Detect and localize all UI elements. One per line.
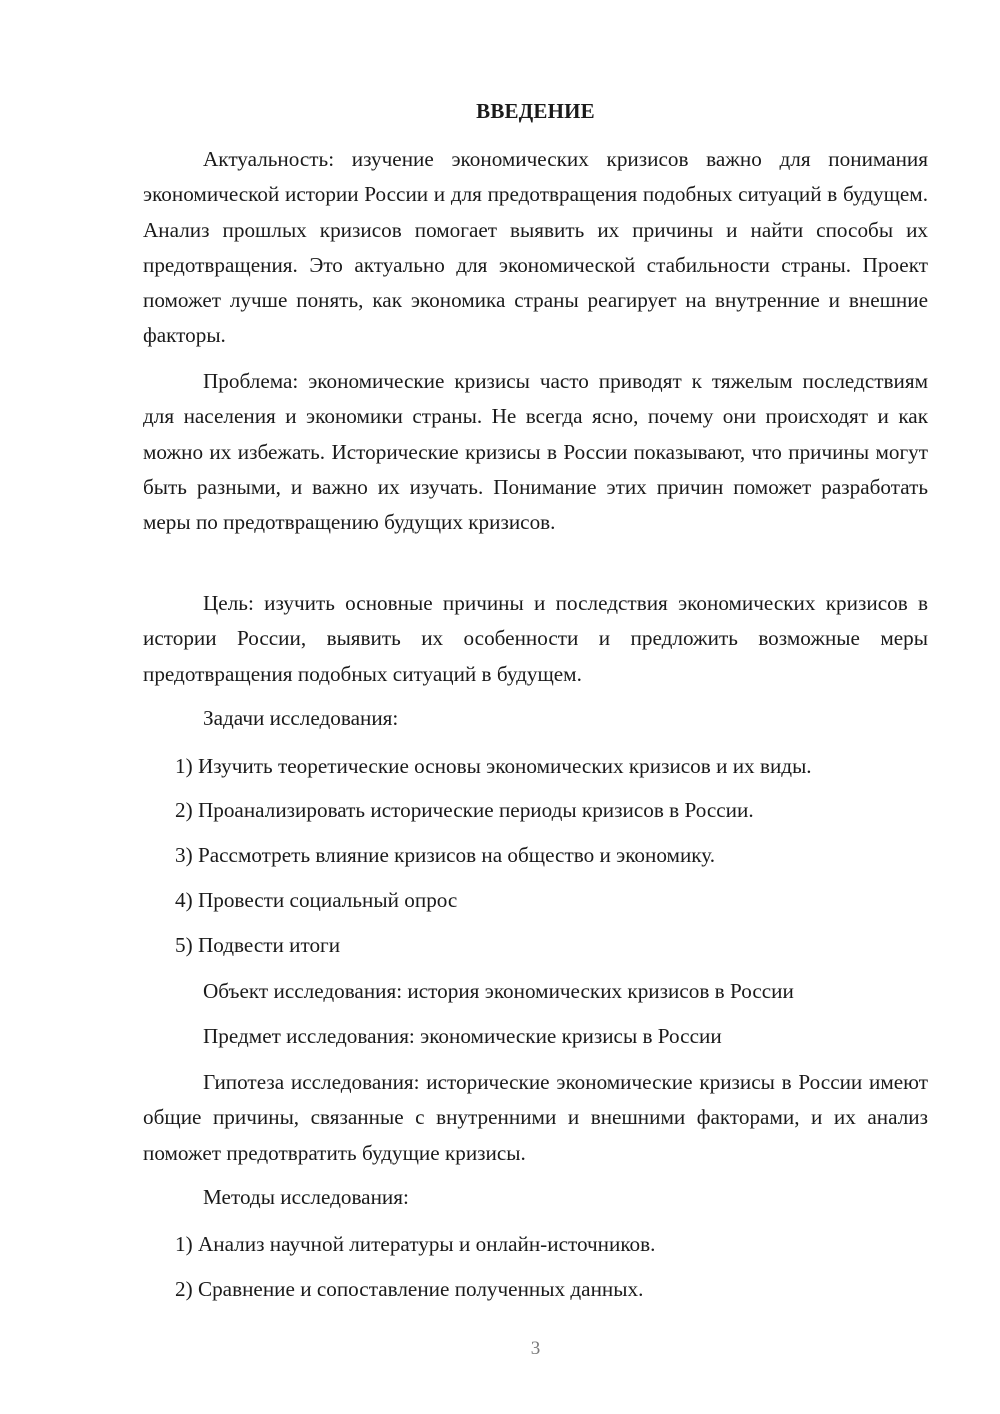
paragraph-problem: Проблема: экономические кризисы часто приводят к тяжелым последствиям для населения и экономики страны. Не всегда ясно, почему они происходят и как можно их избежать. Исторические кризисы в России показывают, что причины могут быть разными, и важно их изучать. Понимание этих причин поможет разработать меры по предотвращению будущих кризисов. [143, 369, 928, 535]
method-item-1: 1) Анализ научной литературы и онлайн-источников. [175, 1232, 656, 1256]
paragraph-relevance: Актуальность: изучение экономических кризисов важно для понимания экономической истории России и для предотвращения подобных ситуаций в будущем. Анализ прошлых кризисов помогает выявить их причины и найти способы их предотвращения. Это актуально для экономической стабильности страны. Проект поможет лучше понять, как экономика страны реагирует на внутренние и внешние факторы. [143, 147, 928, 348]
research-subject: Предмет исследования: экономические кризисы в России [203, 1024, 722, 1048]
paragraph-goal: Цель: изучить основные причины и последствия экономических кризисов в истории России, выявить их особенности и предложить возможные меры предотвращения подобных ситуаций в будущем. [143, 591, 928, 686]
task-item-4: 4) Провести социальный опрос [175, 888, 458, 912]
page-number: 3 [530, 1338, 541, 1359]
method-item-2: 2) Сравнение и сопоставление полученных данных. [175, 1277, 644, 1301]
methods-label: Методы исследования: [203, 1185, 409, 1209]
task-item-5: 5) Подвести итоги [175, 933, 341, 957]
task-item-3: 3) Рассмотреть влияние кризисов на общество и экономику. [175, 843, 716, 867]
task-item-2: 2) Проанализировать исторические периоды кризисов в России. [175, 798, 754, 822]
tasks-label: Задачи исследования: [203, 706, 399, 730]
paragraph-hypothesis: Гипотеза исследования: исторические экономические кризисы в России имеют общие причины, связанные с внутренними и внешними факторами, и их анализ поможет предотвратить будущие кризисы. [143, 1070, 928, 1165]
task-item-1: 1) Изучить теоретические основы экономических кризисов и их виды. [175, 754, 812, 778]
document-page [143, 0, 928, 1414]
research-object: Объект исследования: история экономических кризисов в России [203, 979, 794, 1003]
page-title: ВВЕДЕНИЕ [476, 99, 595, 123]
